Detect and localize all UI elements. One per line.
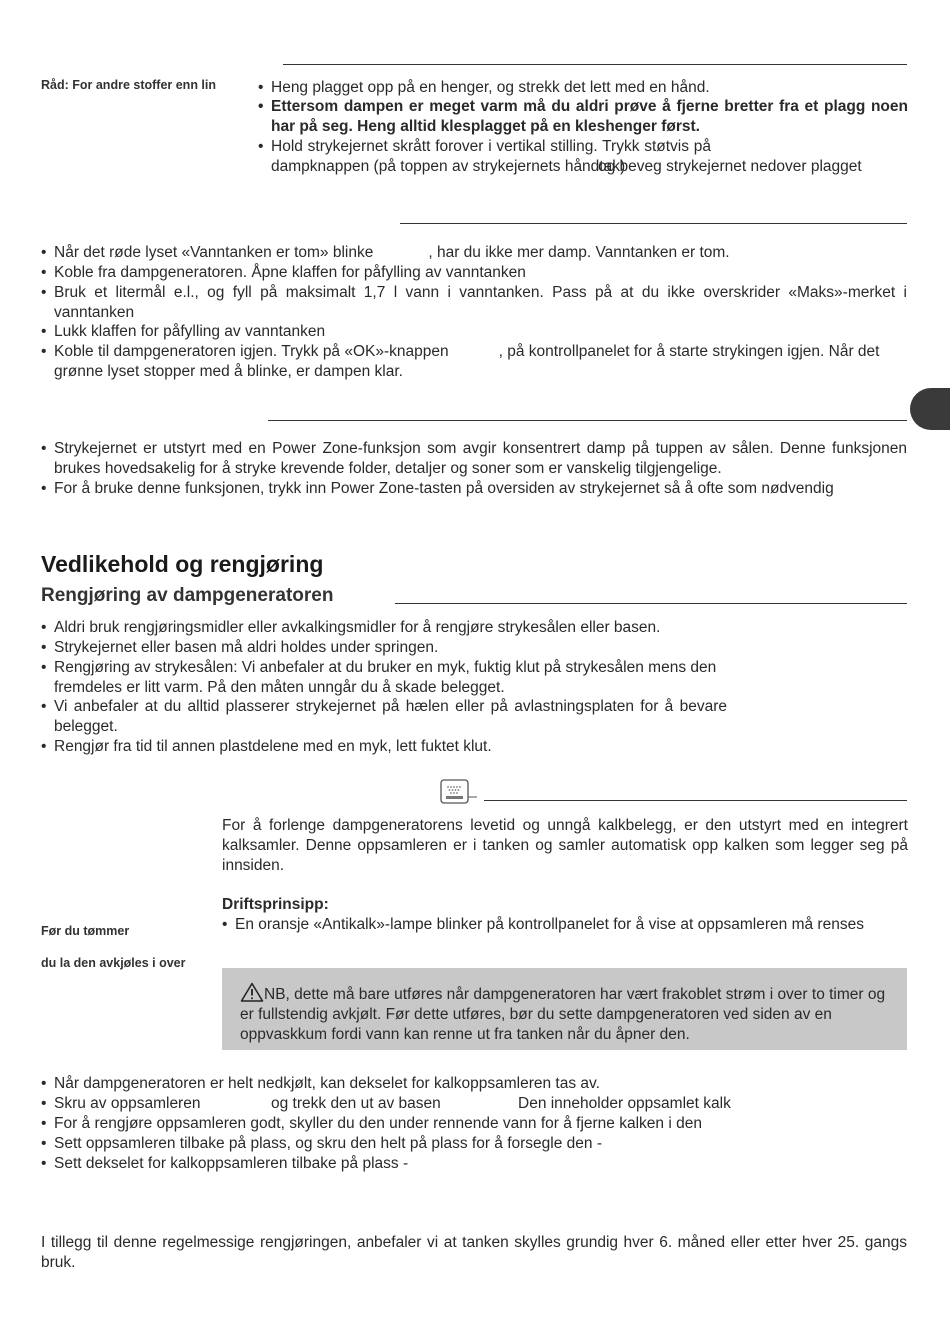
list-item: • Strykejernet eller basen må aldri holdes under springen. [41, 639, 439, 656]
warning-icon [240, 982, 264, 1002]
list-item: • Skru av oppsamleren [41, 1095, 201, 1112]
list-item: • Hold strykejernet skrått forover i vertikal stilling. Trykk støtvis på dampknappen (på toppen av strykejernets håndtak) [258, 138, 711, 175]
section-subtitle: Rengjøring av dampgeneratoren [41, 585, 334, 606]
list-item: • Koble fra dampgeneratoren. Åpne klaffen for påfylling av vanntanken [41, 264, 526, 281]
list-item: • Rengjøring av strykesålen: Vi anbefaler at du bruker en myk, fuktig klut på strykesålen mens den fremdeles er litt varm. På den måten unngår du å skade belegget. [41, 659, 717, 696]
side-tip: Råd: For andre stoffer enn lin [41, 78, 217, 92]
list-item: • Ettersom dampen er meget varm må du aldri prøve å fjerne bretter fra et plagg noen har på seg. Heng alltid klesplagget på en kleshenger først. [258, 98, 908, 135]
page-title: Vedlikehold og rengjøring [41, 551, 324, 577]
section-rule-1 [283, 64, 907, 65]
subtitle-rule [395, 603, 907, 604]
list-item: • For å rengjøre oppsamleren godt, skyller du den under rennende vann for å fjerne kalken i den [41, 1115, 702, 1132]
list-item: • Aldri bruk rengjøringsmidler eller avkalkingsmidler for å rengjøre strykesålen eller basen. [41, 619, 661, 636]
collector-intro: For å forlenge dampgeneratorens levetid og unngå kalkbelegg, er den utstyrt med en integrert kalksamler. Denne oppsamleren er i tanken og samler automatisk opp kalken som legger seg på innsiden. [222, 817, 908, 874]
warning-note-text: NB, dette må bare utføres når dampgeneratoren har vært frakoblet strøm i over to timer og er fullstendig avkjølt. Før dette utføres, bør du sette dampgeneratoren ved siden av en oppvaskkum fordi vann kan renne ut fra tanken når du åpner den. [240, 986, 886, 1043]
side-note-cool: du la den avkjøles i over [41, 956, 186, 970]
list-item: • Rengjør fra tid til annen plastdelene med en myk, lett fuktet klut. [41, 738, 492, 755]
list-item: • Sett dekselet for kalkoppsamleren tilbake på plass - [41, 1155, 409, 1172]
principle-label: Driftsprinsipp: [222, 896, 329, 913]
descaling-collector-icon [440, 779, 480, 805]
section-rule-3 [268, 420, 907, 421]
list-item: • Sett oppsamleren tilbake på plass, og skru den helt på plass for å forsegle den - [41, 1135, 602, 1152]
list-item: • En oransje «Antikalk»-lampe blinker på kontrollpanelet for å vise at oppsamleren må renses [222, 916, 864, 933]
list-item: • Koble til dampgeneratoren igjen. Trykk på «OK»-knappen , på kontrollpanelet for å starte strykingen igjen. Når det grønne lyset stopper med å blinke, er dampen klar. [41, 343, 880, 380]
list-item: • Når det røde lyset «Vanntanken er tom» blinke , har du ikke mer damp. Vanntanken er tom. [41, 244, 730, 261]
chapter-tab [910, 388, 950, 430]
list-item-continuation: Den inneholder oppsamlet kalk [518, 1095, 731, 1112]
list-item: • Når dampgeneratoren er helt nedkjølt, kan dekselet for kalkoppsamleren tas av. [41, 1075, 600, 1092]
side-note-before: Før du tømmer [41, 924, 130, 938]
warning-note [222, 968, 907, 1050]
list-item-continuation: og beveg strykejernet nedover plagget [598, 158, 862, 175]
list-item: • Heng plagget opp på en henger, og strekk det lett med en hånd. [258, 79, 710, 96]
list-item: • Bruk et litermål e.l., og fyll på maksimalt 1,7 l vann i vanntanken. Pass på at du ikke overskrider «Maks»-merket i vanntanken [41, 284, 907, 321]
collector-rule [484, 800, 907, 801]
list-item: • Lukk klaffen for påfylling av vanntanken [41, 323, 326, 340]
list-item: • Strykejernet er utstyrt med en Power Zone-funksjon som avgir konsentrert damp på tuppen av sålen. Denne funksjonen brukes hovedsakelig for å stryke krevende folder, detaljer og soner som er vanskelig tilgjengelige. [41, 440, 907, 477]
section-rule-2 [400, 223, 907, 224]
list-item-continuation: og trekk den ut av basen [271, 1095, 441, 1112]
list-item: • Vi anbefaler at du alltid plasserer strykejernet på hælen eller på avlastningsplaten for å bevare belegget. [41, 698, 727, 735]
closing-paragraph: I tillegg til denne regelmessige rengjøringen, anbefaler vi at tanken skylles grundig hver 6. måned eller etter hver 25. gangs bruk. [41, 1234, 907, 1271]
list-item: • For å bruke denne funksjonen, trykk inn Power Zone-tasten på oversiden av strykejernet så å ofte som nødvendig [41, 480, 834, 497]
